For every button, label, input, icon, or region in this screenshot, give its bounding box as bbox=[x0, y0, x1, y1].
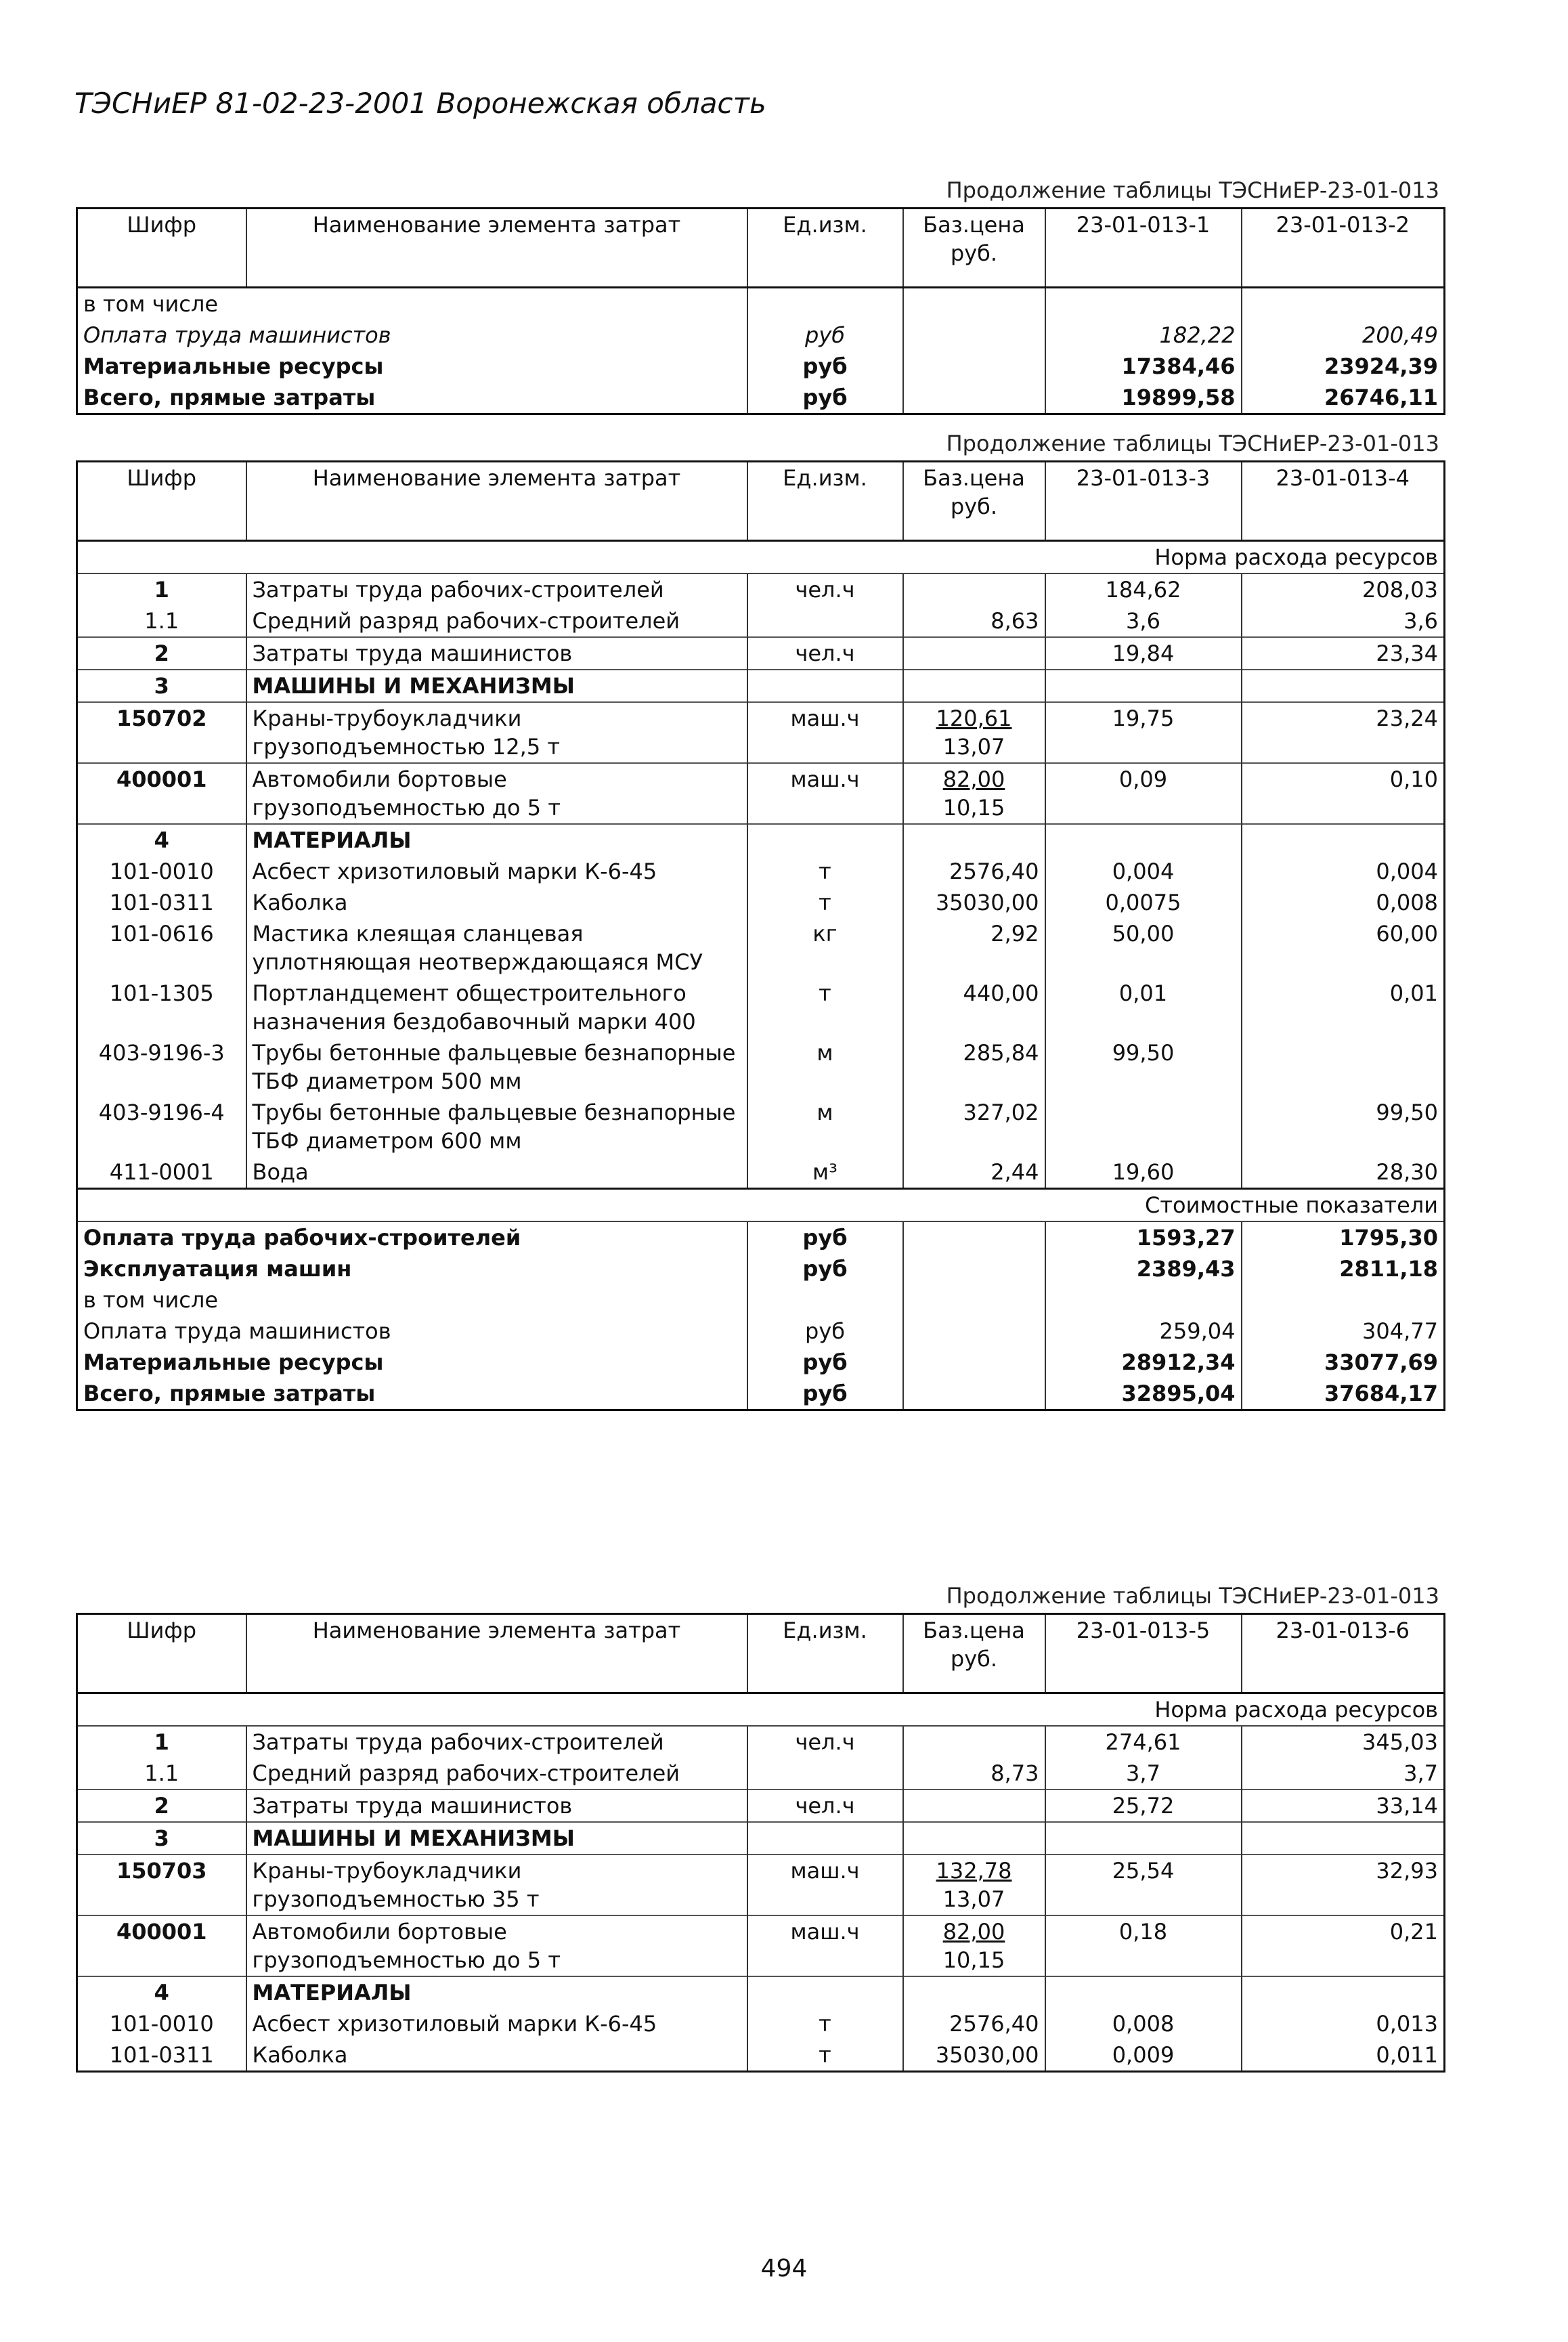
row-unit: маш.ч bbox=[747, 763, 903, 824]
section-row bbox=[77, 1976, 1445, 2008]
norm-label: Норма расхода ресурсов bbox=[77, 541, 1445, 574]
row-name: Средний разряд рабочих-строителей bbox=[246, 1758, 747, 1790]
row-name: в том числе bbox=[83, 291, 218, 317]
col-variant-header: 23-01-013-1 bbox=[1045, 209, 1242, 288]
row-value: 0,009 bbox=[1045, 2039, 1242, 2072]
row-unit: руб bbox=[747, 1253, 903, 1284]
table1-header bbox=[77, 209, 1445, 288]
row-name: Вода bbox=[246, 1156, 747, 1189]
row-value: 3,7 bbox=[1045, 1758, 1242, 1790]
row-name: Асбест хризотиловый марки К-6-45 bbox=[246, 2008, 747, 2039]
table-row bbox=[77, 1726, 1445, 1758]
row-price bbox=[903, 763, 1045, 824]
cost-row bbox=[77, 1253, 1445, 1284]
price-bottom: 13,07 bbox=[942, 734, 1005, 760]
row-unit bbox=[747, 605, 903, 637]
col-variant-header: 23-01-013-2 bbox=[1242, 209, 1445, 288]
row-name: Затраты труда машинистов bbox=[246, 637, 747, 670]
price-bottom: 10,15 bbox=[942, 1947, 1005, 1973]
table-row bbox=[77, 918, 1445, 978]
row-code: 400001 bbox=[77, 1915, 246, 1976]
table-row bbox=[77, 763, 1445, 824]
row-code: 2 bbox=[77, 1790, 246, 1822]
row-name: Асбест хризотиловый марки К-6-45 bbox=[246, 856, 747, 887]
row-value: 200,49 bbox=[1242, 320, 1445, 351]
row-value: 26746,11 bbox=[1242, 382, 1445, 414]
row-name: Оплата труда рабочих-строителей bbox=[83, 1225, 521, 1251]
row-price: 2576,40 bbox=[903, 856, 1045, 887]
row-name: Эксплуатация машин bbox=[83, 1256, 352, 1282]
col-name-header: Наименование элемента затрат bbox=[246, 462, 747, 541]
row-value: 0,0075 bbox=[1045, 887, 1242, 918]
row-name: Затраты труда рабочих-строителей bbox=[246, 573, 747, 605]
row-code: 150703 bbox=[77, 1855, 246, 1915]
row-value bbox=[1045, 1097, 1242, 1156]
row-value: 0,09 bbox=[1045, 763, 1242, 824]
row-value: 23,34 bbox=[1242, 637, 1445, 670]
row-code: 403-9196-4 bbox=[98, 1100, 225, 1125]
row-price: 2576,40 bbox=[903, 2008, 1045, 2039]
row-unit: руб bbox=[747, 320, 903, 351]
row-value: 99,50 bbox=[1242, 1097, 1445, 1156]
table3 bbox=[76, 1613, 1445, 2073]
table-row bbox=[77, 1915, 1445, 1976]
table2 bbox=[76, 460, 1445, 1411]
row-unit: т bbox=[747, 978, 903, 1037]
row-value: 28912,34 bbox=[1045, 1347, 1242, 1378]
section-title: МАТЕРИАЛЫ bbox=[246, 1976, 747, 2008]
price-top: 82,00 bbox=[942, 1919, 1005, 1945]
row-value: 1795,30 bbox=[1242, 1221, 1445, 1253]
row-unit: чел.ч bbox=[747, 573, 903, 605]
col-name-header: Наименование элемента затрат bbox=[246, 209, 747, 288]
row-value: 345,03 bbox=[1242, 1726, 1445, 1758]
row-unit: чел.ч bbox=[747, 637, 903, 670]
row-value: 208,03 bbox=[1242, 573, 1445, 605]
empty-cell bbox=[747, 1822, 903, 1855]
row-value: 184,62 bbox=[1045, 573, 1242, 605]
row-value bbox=[1045, 1284, 1242, 1316]
row-unit: т bbox=[747, 2008, 903, 2039]
row-name: Мастика клеящая сланцевая уплотняющая неотверждающаяся МСУ bbox=[246, 918, 747, 978]
page-number: 494 bbox=[760, 2255, 808, 2282]
col-price-header: Баз.цена руб. bbox=[903, 1614, 1045, 1693]
row-code: 150702 bbox=[77, 702, 246, 763]
row-value: 23,24 bbox=[1242, 702, 1445, 763]
empty-cell bbox=[1242, 1822, 1445, 1855]
row-value: 3,7 bbox=[1242, 1758, 1445, 1790]
row-code: 101-0311 bbox=[109, 2042, 214, 2068]
row-unit: т bbox=[747, 856, 903, 887]
row-code: 1 bbox=[77, 1726, 246, 1758]
row-unit: маш.ч bbox=[747, 702, 903, 763]
table-row bbox=[77, 605, 1445, 637]
empty-cell bbox=[903, 1378, 1045, 1410]
col-unit-header: Ед.изм. bbox=[747, 209, 903, 288]
row-value: 2811,18 bbox=[1242, 1253, 1445, 1284]
row-name: Каболка bbox=[246, 887, 747, 918]
empty-cell bbox=[1045, 670, 1242, 702]
row-value: 28,30 bbox=[1242, 1156, 1445, 1189]
cost-row bbox=[77, 1284, 1445, 1316]
row-value: 0,18 bbox=[1045, 1915, 1242, 1976]
table-row bbox=[77, 887, 1445, 918]
row-value: 0,01 bbox=[1045, 978, 1242, 1037]
row-code: 3 bbox=[77, 670, 246, 702]
row-price bbox=[903, 637, 1045, 670]
row-code: 101-0010 bbox=[109, 2011, 214, 2037]
row-value: 32895,04 bbox=[1045, 1378, 1242, 1410]
empty-cell bbox=[1242, 1976, 1445, 2008]
table-row bbox=[77, 2039, 1445, 2072]
row-unit: руб bbox=[747, 1378, 903, 1410]
col-code-header: Шифр bbox=[77, 1614, 246, 1693]
table-row bbox=[77, 382, 1445, 414]
row-unit bbox=[747, 1758, 903, 1790]
row-value: 23924,39 bbox=[1242, 351, 1445, 382]
row-name: Краны-трубоукладчики грузоподъемностью 12,5 т bbox=[246, 702, 747, 763]
col-code-header: Шифр bbox=[77, 209, 246, 288]
norm-label: Норма расхода ресурсов bbox=[77, 1693, 1445, 1727]
row-unit: маш.ч bbox=[747, 1855, 903, 1915]
col-unit-header: Ед.изм. bbox=[747, 462, 903, 541]
row-price: 2,44 bbox=[903, 1156, 1045, 1189]
table-row bbox=[77, 288, 1445, 320]
row-unit: руб bbox=[747, 1221, 903, 1253]
row-value: 32,93 bbox=[1242, 1855, 1445, 1915]
empty-cell bbox=[903, 1976, 1045, 2008]
row-value: 99,50 bbox=[1045, 1037, 1242, 1097]
row-name: Краны-трубоукладчики грузоподъемностью 35 т bbox=[246, 1855, 747, 1915]
row-name: Трубы бетонные фальцевые безнапорные ТБФ диаметром 500 мм bbox=[246, 1037, 747, 1097]
empty-cell bbox=[903, 1284, 1045, 1316]
empty-cell bbox=[903, 1253, 1045, 1284]
table2-continuation-label: Продолжение таблицы ТЭСНиЕР-23-01-013 bbox=[946, 431, 1439, 456]
section-row bbox=[77, 670, 1445, 702]
cost-row bbox=[77, 1221, 1445, 1253]
row-price: 440,00 bbox=[903, 978, 1045, 1037]
row-price bbox=[903, 1726, 1045, 1758]
row-code: 101-1305 bbox=[109, 980, 214, 1006]
row-name: Оплата труда машинистов bbox=[83, 322, 391, 348]
norm-label-row bbox=[77, 541, 1445, 574]
empty-cell bbox=[1045, 1822, 1242, 1855]
row-name: Материальные ресурсы bbox=[83, 1349, 384, 1375]
row-code: 101-0311 bbox=[109, 890, 214, 915]
row-name: Автомобили бортовые грузоподъемностью до 5 т bbox=[246, 763, 747, 824]
table-row bbox=[77, 2008, 1445, 2039]
row-code: 1.1 bbox=[144, 1760, 179, 1786]
row-name: Трубы бетонные фальцевые безнапорные ТБФ диаметром 600 мм bbox=[246, 1097, 747, 1156]
col-variant-header: 23-01-013-3 bbox=[1045, 462, 1242, 541]
row-value: 0,004 bbox=[1045, 856, 1242, 887]
row-code: 101-0616 bbox=[109, 921, 214, 947]
cost-row bbox=[77, 1378, 1445, 1410]
table3-header bbox=[77, 1614, 1445, 1693]
table-row bbox=[77, 1855, 1445, 1915]
row-price bbox=[903, 702, 1045, 763]
row-name: Каболка bbox=[246, 2039, 747, 2072]
row-unit: руб bbox=[747, 351, 903, 382]
row-price bbox=[903, 573, 1045, 605]
row-value: 33,14 bbox=[1242, 1790, 1445, 1822]
row-price: 285,84 bbox=[903, 1037, 1045, 1097]
row-unit: т bbox=[747, 887, 903, 918]
row-value: 0,008 bbox=[1242, 887, 1445, 918]
row-value: 25,54 bbox=[1045, 1855, 1242, 1915]
cost-label: Стоимостные показатели bbox=[77, 1189, 1445, 1222]
col-price-header: Баз.цена руб. bbox=[903, 462, 1045, 541]
table-row bbox=[77, 1097, 1445, 1156]
row-value: 0,10 bbox=[1242, 763, 1445, 824]
row-code: 403-9196-3 bbox=[98, 1040, 225, 1066]
cost-row bbox=[77, 1347, 1445, 1378]
cost-row bbox=[77, 1316, 1445, 1347]
empty-cell bbox=[903, 824, 1045, 856]
row-code: 400001 bbox=[77, 763, 246, 824]
row-value: 19,75 bbox=[1045, 702, 1242, 763]
price-top: 82,00 bbox=[942, 766, 1005, 792]
empty-cell bbox=[903, 1316, 1045, 1347]
row-value bbox=[1242, 1284, 1445, 1316]
empty-cell bbox=[1045, 1976, 1242, 2008]
row-name: Портландцемент общестроительного назначения бездобавочный марки 400 bbox=[246, 978, 747, 1037]
row-price: 35030,00 bbox=[903, 887, 1045, 918]
price-top: 132,78 bbox=[936, 1858, 1012, 1884]
cost-label-row bbox=[77, 1189, 1445, 1222]
row-value: 37684,17 bbox=[1242, 1378, 1445, 1410]
row-name: Затраты труда машинистов bbox=[246, 1790, 747, 1822]
section-row bbox=[77, 824, 1445, 856]
row-unit: м³ bbox=[747, 1156, 903, 1189]
empty-cell bbox=[747, 824, 903, 856]
row-price: 8,73 bbox=[903, 1758, 1045, 1790]
row-code: 4 bbox=[77, 1976, 246, 2008]
row-code: 411-0001 bbox=[109, 1159, 214, 1185]
empty-cell bbox=[747, 1976, 903, 2008]
row-value: 3,6 bbox=[1045, 605, 1242, 637]
row-value: 19899,58 bbox=[1045, 382, 1242, 414]
row-name: Автомобили бортовые грузоподъемностью до 5 т bbox=[246, 1915, 747, 1976]
empty-cell bbox=[1045, 824, 1242, 856]
row-name: в том числе bbox=[83, 1287, 218, 1313]
section-row bbox=[77, 1822, 1445, 1855]
table1 bbox=[76, 207, 1445, 415]
table1-continuation-label: Продолжение таблицы ТЭСНиЕР-23-01-013 bbox=[946, 177, 1439, 203]
row-code: 1.1 bbox=[144, 608, 179, 634]
row-value: 274,61 bbox=[1045, 1726, 1242, 1758]
table2-costs bbox=[77, 1221, 1445, 1410]
row-value: 0,01 bbox=[1242, 978, 1445, 1037]
table-row bbox=[77, 856, 1445, 887]
row-value: 19,84 bbox=[1045, 637, 1242, 670]
section-title: МАШИНЫ И МЕХАНИЗМЫ bbox=[246, 1822, 747, 1855]
table3-body bbox=[77, 1726, 1445, 2072]
row-name: Всего, прямые затраты bbox=[83, 385, 376, 410]
row-unit: руб bbox=[747, 1316, 903, 1347]
row-value: 0,008 bbox=[1045, 2008, 1242, 2039]
row-name: Средний разряд рабочих-строителей bbox=[246, 605, 747, 637]
row-unit: чел.ч bbox=[747, 1790, 903, 1822]
page-header: ТЭСНиЕР 81-02-23-2001 Воронежская область bbox=[74, 87, 766, 120]
row-value: 19,60 bbox=[1045, 1156, 1242, 1189]
row-value: 25,72 bbox=[1045, 1790, 1242, 1822]
row-name: Материальные ресурсы bbox=[83, 353, 384, 379]
col-variant-header: 23-01-013-6 bbox=[1242, 1614, 1445, 1693]
row-value: 259,04 bbox=[1045, 1316, 1242, 1347]
row-price bbox=[903, 1915, 1045, 1976]
row-code: 101-0010 bbox=[109, 859, 214, 884]
row-unit: чел.ч bbox=[747, 1726, 903, 1758]
empty-cell bbox=[1242, 824, 1445, 856]
table-row bbox=[77, 702, 1445, 763]
row-unit: руб bbox=[747, 1347, 903, 1378]
price-bottom: 13,07 bbox=[942, 1886, 1005, 1912]
row-value: 0,21 bbox=[1242, 1915, 1445, 1976]
row-value: 1593,27 bbox=[1045, 1221, 1242, 1253]
row-name: Оплата труда машинистов bbox=[83, 1318, 391, 1344]
row-value: 182,22 bbox=[1045, 320, 1242, 351]
table-row bbox=[77, 1758, 1445, 1790]
col-unit-header: Ед.изм. bbox=[747, 1614, 903, 1693]
row-code: 4 bbox=[77, 824, 246, 856]
empty-cell bbox=[747, 670, 903, 702]
row-value: 33077,69 bbox=[1242, 1347, 1445, 1378]
row-price: 2,92 bbox=[903, 918, 1045, 978]
table-row bbox=[77, 573, 1445, 605]
row-price: 8,63 bbox=[903, 605, 1045, 637]
norm-label-row bbox=[77, 1693, 1445, 1727]
row-code: 1 bbox=[77, 573, 246, 605]
row-unit: маш.ч bbox=[747, 1915, 903, 1976]
table-row bbox=[77, 351, 1445, 382]
row-value bbox=[1242, 1037, 1445, 1097]
table-row bbox=[77, 1790, 1445, 1822]
row-name: Затраты труда рабочих-строителей bbox=[246, 1726, 747, 1758]
row-price: 327,02 bbox=[903, 1097, 1045, 1156]
table2-header bbox=[77, 462, 1445, 541]
table-row bbox=[77, 637, 1445, 670]
row-price bbox=[903, 1855, 1045, 1915]
row-value: 50,00 bbox=[1045, 918, 1242, 978]
row-unit: м bbox=[747, 1097, 903, 1156]
table-row bbox=[77, 1037, 1445, 1097]
row-unit: т bbox=[747, 2039, 903, 2072]
row-price: 35030,00 bbox=[903, 2039, 1045, 2072]
row-price bbox=[903, 1790, 1045, 1822]
table-row bbox=[77, 1156, 1445, 1189]
table3-continuation-label: Продолжение таблицы ТЭСНиЕР-23-01-013 bbox=[946, 1583, 1439, 1609]
row-unit bbox=[747, 1284, 903, 1316]
col-name-header: Наименование элемента затрат bbox=[246, 1614, 747, 1693]
col-variant-header: 23-01-013-5 bbox=[1045, 1614, 1242, 1693]
row-value: 3,6 bbox=[1242, 605, 1445, 637]
col-price-header: Баз.цена руб. bbox=[903, 209, 1045, 288]
empty-cell bbox=[1242, 670, 1445, 702]
row-value: 304,77 bbox=[1242, 1316, 1445, 1347]
row-unit: руб bbox=[747, 382, 903, 414]
price-top: 120,61 bbox=[936, 706, 1012, 731]
col-variant-header: 23-01-013-4 bbox=[1242, 462, 1445, 541]
empty-cell bbox=[903, 1347, 1045, 1378]
row-value: 17384,46 bbox=[1045, 351, 1242, 382]
row-code: 3 bbox=[77, 1822, 246, 1855]
empty-cell bbox=[903, 1221, 1045, 1253]
row-value: 0,011 bbox=[1242, 2039, 1445, 2072]
row-value: 0,004 bbox=[1242, 856, 1445, 887]
row-unit: м bbox=[747, 1037, 903, 1097]
empty-cell bbox=[903, 1822, 1045, 1855]
row-value: 0,013 bbox=[1242, 2008, 1445, 2039]
row-value: 60,00 bbox=[1242, 918, 1445, 978]
table-row bbox=[77, 320, 1445, 351]
row-value: 2389,43 bbox=[1045, 1253, 1242, 1284]
row-code: 2 bbox=[77, 637, 246, 670]
row-unit: кг bbox=[747, 918, 903, 978]
section-title: МАТЕРИАЛЫ bbox=[246, 824, 747, 856]
section-title: МАШИНЫ И МЕХАНИЗМЫ bbox=[246, 670, 747, 702]
table2-body bbox=[77, 573, 1445, 1189]
table-row bbox=[77, 978, 1445, 1037]
col-code-header: Шифр bbox=[77, 462, 246, 541]
price-bottom: 10,15 bbox=[942, 795, 1005, 821]
empty-cell bbox=[903, 670, 1045, 702]
row-name: Всего, прямые затраты bbox=[83, 1381, 376, 1406]
